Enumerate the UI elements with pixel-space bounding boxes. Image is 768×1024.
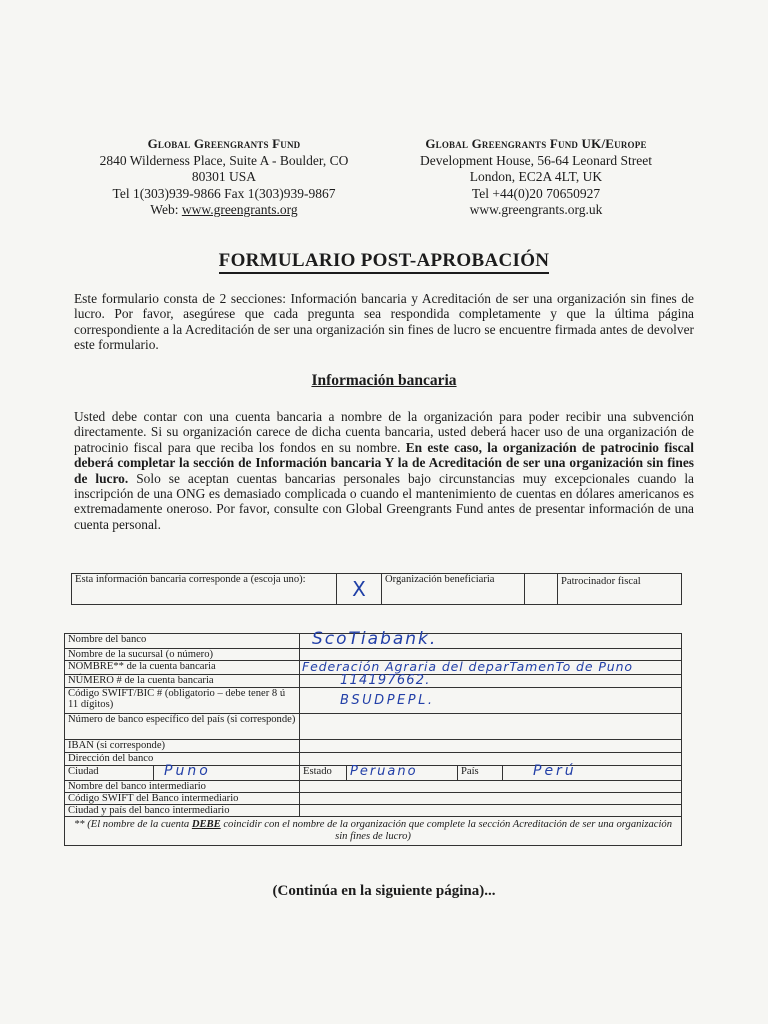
value-state: Peruano bbox=[350, 764, 418, 779]
field-intermediary-bank[interactable] bbox=[300, 781, 682, 793]
note-emphasis: DEBE bbox=[191, 819, 221, 830]
phone-line: Tel 1(303)939-9866 Fax 1(303)939-9867 bbox=[112, 185, 336, 201]
web-link[interactable]: www.greengrants.org bbox=[181, 202, 298, 217]
value-country: Perú bbox=[533, 763, 577, 779]
note-text: coincidir con el nombre de la organización que complete la sección Acreditación de ser una organización sin fines de lucro) bbox=[220, 819, 673, 842]
label-account-number: NÚMERO # de la cuenta bancaria bbox=[65, 675, 300, 688]
address-line: 2840 Wilderness Place, Suite A - Boulder, CO bbox=[99, 152, 349, 168]
value-bank-name: ScoTiabank. bbox=[312, 629, 438, 649]
value-account-name: Federación Agraria del deparTamenTo de Puno bbox=[302, 659, 633, 674]
account-name-note bbox=[65, 817, 682, 846]
field-country-bank-number[interactable] bbox=[300, 714, 682, 740]
org-name-uk: Global Greengrants Fund UK/Europe bbox=[425, 136, 647, 151]
address-usa bbox=[74, 136, 374, 219]
option-beneficiary: Organización beneficiaria bbox=[382, 574, 525, 605]
address-line: 80301 USA bbox=[191, 169, 257, 184]
option-fiscal-sponsor: Patrocinador fiscal bbox=[558, 574, 682, 605]
field-iban[interactable] bbox=[300, 740, 682, 753]
label-country-bank-number: Número de banco específico del país (si corresponde) bbox=[65, 714, 300, 740]
field-intermediary-city[interactable] bbox=[300, 805, 682, 817]
label-city: Ciudad bbox=[65, 766, 154, 781]
value-city: Puno bbox=[164, 763, 211, 779]
web-label: Web: bbox=[150, 202, 182, 217]
web-line bbox=[74, 202, 374, 219]
body-text: Solo se aceptan cuentas bancarias personales bajo circunstancias muy excepcionales cuando la inscripción de una ONG es demasiado complicada o cuando el mantenimiento de cuentas en dólares americanos es extremadamente oneroso. Por favor, consulte con Global Greengrants Fund antes de presentar información de una cuenta personal. bbox=[74, 470, 694, 532]
form-title-text: FORMULARIO POST-APROBACIÓN bbox=[219, 250, 550, 274]
org-name-usa: Global Greengrants Fund bbox=[147, 136, 301, 151]
field-country[interactable] bbox=[503, 763, 682, 781]
field-bank-name[interactable] bbox=[300, 629, 682, 649]
intro-paragraph: Este formulario consta de 2 secciones: Información bancaria y Acreditación de ser una organización sin fines de lucro. Por favor, asegúrese que cada pregunta sea respondida completamente y que la última página correspondiente a la Acreditación de ser una organización sin fines de lucro se encuentre firmada antes de devolver este formulario. bbox=[74, 291, 694, 353]
label-state: Estado bbox=[300, 766, 347, 781]
field-intermediary-swift[interactable] bbox=[300, 793, 682, 805]
account-type-selector bbox=[71, 573, 682, 605]
value-swift: BSUDPEPL. bbox=[340, 692, 435, 708]
address-line: London, EC2A 4LT, UK bbox=[469, 169, 603, 184]
field-swift[interactable] bbox=[300, 688, 682, 714]
address-uk bbox=[386, 136, 686, 219]
bank-info-paragraph bbox=[74, 409, 694, 532]
label-bank-address: Dirección del banco bbox=[65, 753, 300, 766]
choice-box-fiscal[interactable] bbox=[525, 574, 558, 605]
bank-form bbox=[64, 629, 682, 846]
section-title bbox=[0, 372, 768, 390]
label-intermediary-swift: Código SWIFT del Banco intermediario bbox=[65, 793, 300, 805]
body-bold-text: En este caso, la organización de patrocinio fiscal deberá completar la sección de Información bancaria Y la de Acreditación de ser una organización sin fines de lucro. bbox=[74, 439, 694, 486]
field-state[interactable] bbox=[347, 766, 458, 781]
address-line: Development House, 56-64 Leonard Street bbox=[419, 152, 653, 168]
label-country: País bbox=[458, 766, 503, 781]
continue-notice: (Continúa en la siguiente página)... bbox=[272, 883, 496, 899]
field-account-number[interactable] bbox=[300, 675, 682, 688]
x-mark: X bbox=[352, 576, 366, 601]
value-account-number: 114197662. bbox=[340, 673, 431, 688]
section-title-text: Información bancaria bbox=[311, 372, 457, 389]
choice-question: Esta información bancaria corresponde a (escoja uno): bbox=[72, 574, 337, 605]
form-title bbox=[0, 250, 768, 272]
web-link[interactable]: www.greengrants.org.uk bbox=[469, 202, 603, 217]
label-branch: Nombre de la sucursal (o número) bbox=[65, 649, 300, 661]
body-text: Usted debe contar con una cuenta bancaria a nombre de la organización para poder recibir una subvención directamente. Si su organización carece de dicha cuenta bancaria, usted deberá hacer uso de una organización de patrocinio fiscal para que reciba los fondos en su nombre. bbox=[74, 409, 694, 455]
phone-line: Tel +44(0)20 70650927 bbox=[471, 185, 601, 201]
label-intermediary-city: Ciudad y país del banco intermediario bbox=[65, 805, 300, 817]
label-iban: IBAN (si corresponde) bbox=[65, 740, 300, 753]
field-city[interactable] bbox=[154, 763, 300, 781]
note-text: ** (El nombre de la cuenta bbox=[73, 819, 192, 830]
choice-mark-beneficiary[interactable] bbox=[337, 574, 382, 605]
label-intermediary-bank: Nombre del banco intermediario bbox=[65, 781, 300, 793]
label-swift: Código SWIFT/BIC # (obligatorio – debe tener 8 ú 11 dígitos) bbox=[65, 688, 300, 714]
label-account-name: NOMBRE** de la cuenta bancaria bbox=[65, 661, 300, 675]
label-bank-name: Nombre del banco bbox=[65, 634, 300, 649]
